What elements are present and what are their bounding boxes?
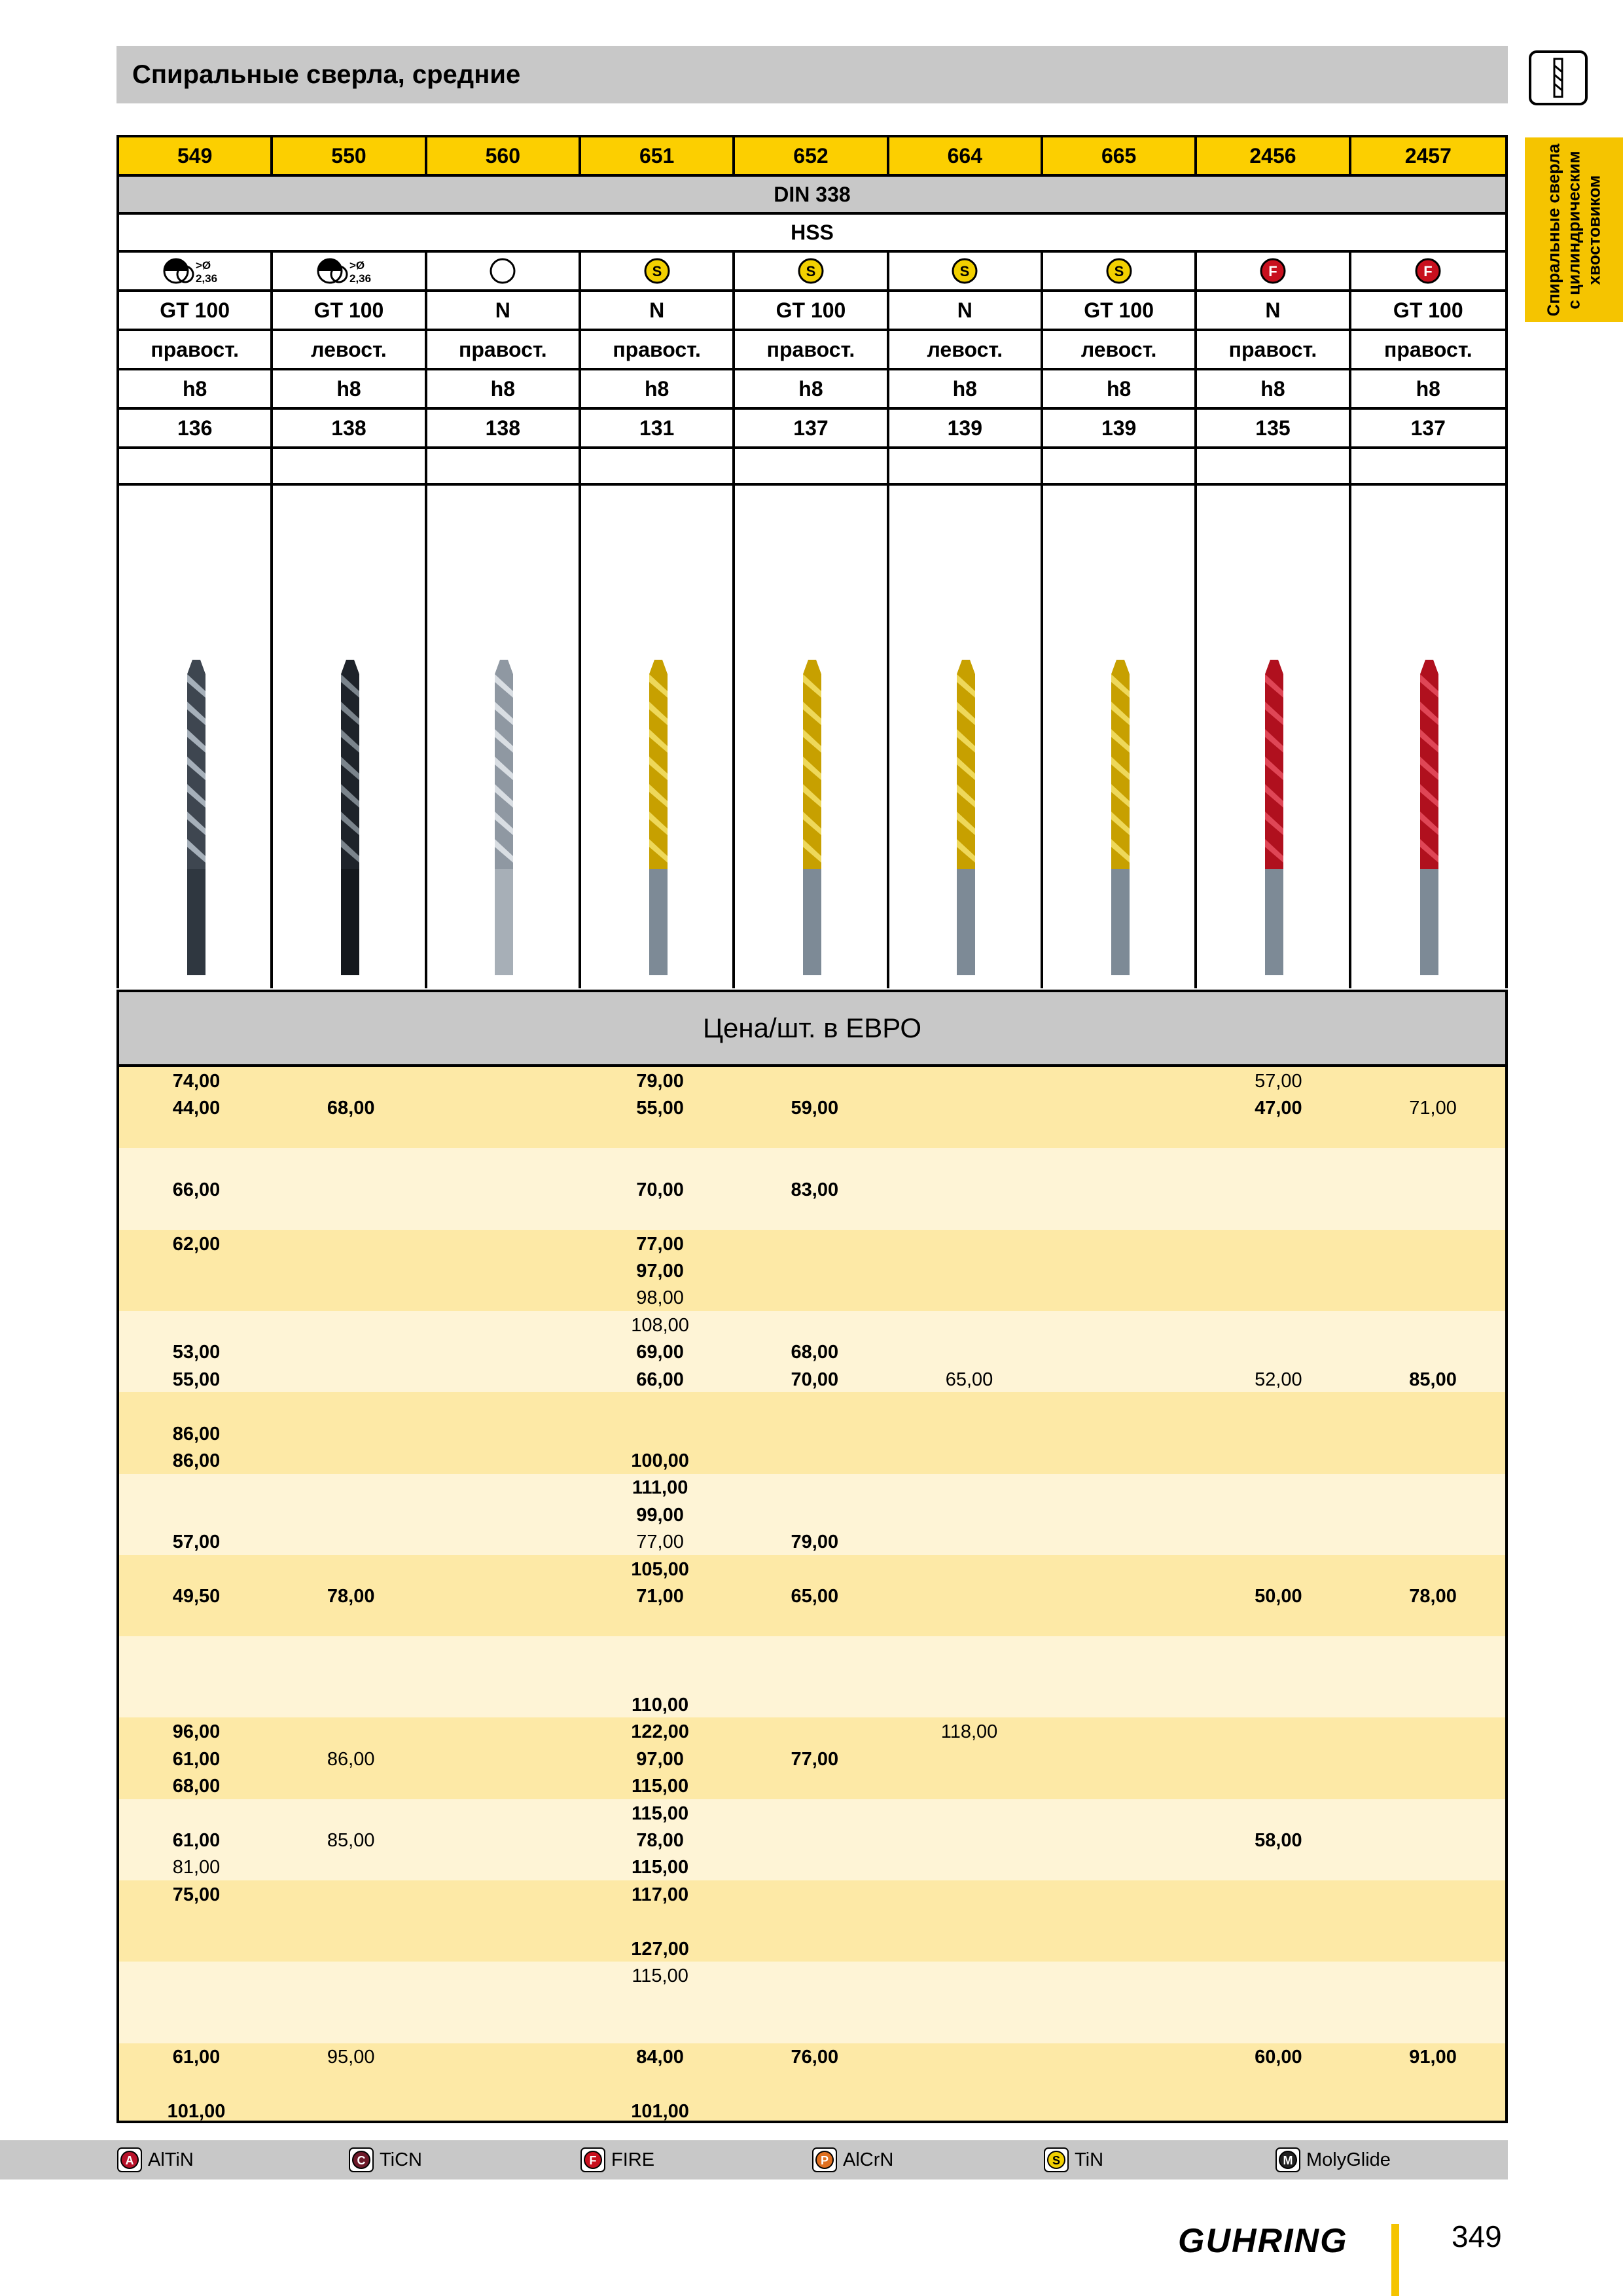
price-cell: 85,00	[1409, 1369, 1457, 1390]
drill-symbol-icon	[1528, 50, 1588, 106]
tolerance-row	[116, 368, 1508, 407]
spec-table	[116, 135, 1508, 988]
blank-row	[116, 446, 1508, 483]
tolerance-cell: h8	[119, 370, 273, 407]
price-cell: 65,00	[945, 1369, 993, 1390]
price-row	[119, 1068, 1505, 1095]
tin-coating-icon	[1043, 253, 1197, 289]
blank-cell	[273, 449, 427, 483]
price-row	[119, 1990, 1505, 2017]
price-cell: 61,00	[172, 1830, 221, 1852]
price-cell: 118,00	[940, 1721, 998, 1743]
svg-text:C: C	[357, 2154, 366, 2167]
price-row	[119, 1502, 1505, 1529]
price-row	[119, 1421, 1505, 1448]
price-cell: 68,00	[327, 1098, 375, 1119]
article-number-row	[116, 135, 1508, 174]
drill-image	[1043, 486, 1197, 988]
svg-text:S: S	[1114, 263, 1124, 279]
tolerance-cell: h8	[1043, 370, 1197, 407]
price-cell: 74,00	[172, 1071, 221, 1092]
price-row	[119, 2098, 1505, 2123]
price-cell: 52,00	[1255, 1369, 1302, 1390]
price-row	[119, 2072, 1505, 2098]
page-ref-cell: 138	[273, 410, 427, 446]
price-cell: 86,00	[172, 1450, 221, 1472]
price-cell: 86,00	[327, 1748, 375, 1770]
svg-text:S: S	[959, 263, 970, 279]
price-cell: 59,00	[791, 1098, 839, 1119]
price-row	[119, 2017, 1505, 2044]
price-row	[119, 1448, 1505, 1475]
price-cell: 101,00	[167, 2101, 226, 2123]
price-row	[119, 1854, 1505, 1881]
tolerance-cell: h8	[889, 370, 1043, 407]
svg-text:M: M	[1283, 2154, 1293, 2167]
price-cell: 68,00	[791, 1342, 839, 1363]
half-coated-icon	[273, 253, 427, 289]
drill-image	[581, 486, 735, 988]
svg-text:2,36: 2,36	[195, 272, 217, 285]
material-row: HSS	[116, 212, 1508, 250]
half-coated-icon	[119, 253, 273, 289]
price-cell: 86,00	[172, 1423, 221, 1444]
price-row	[119, 1393, 1505, 1420]
tin-coating-icon	[581, 253, 735, 289]
page-ref-cell: 137	[1410, 416, 1446, 440]
grade-cell: GT 100	[119, 292, 273, 329]
direction-cell: правост.	[1197, 331, 1351, 368]
price-cell: 79,00	[791, 1532, 839, 1553]
price-cell: 47,00	[1255, 1098, 1302, 1119]
blank-cell	[1043, 449, 1197, 483]
footer-accent-bar	[1391, 2224, 1399, 2296]
grade-cell: GT 100	[735, 292, 889, 329]
price-cell: 77,00	[636, 1532, 684, 1553]
price-row	[119, 1149, 1505, 1176]
price-cell: 62,00	[172, 1233, 221, 1255]
standard-row: DIN 338	[116, 174, 1508, 212]
price-cell: 55,00	[172, 1369, 221, 1390]
legend-label: TiN	[1075, 2149, 1104, 2170]
drill-image	[889, 486, 1043, 988]
price-row	[119, 1367, 1505, 1393]
price-cell: 66,00	[172, 1179, 221, 1200]
price-cell: 57,00	[1255, 1071, 1302, 1092]
price-row	[119, 1475, 1505, 1501]
direction-cell: правост.	[119, 331, 273, 368]
blank-cell	[735, 449, 889, 483]
price-row	[119, 1122, 1505, 1149]
tolerance-cell: h8	[273, 370, 427, 407]
article-number: 560	[427, 137, 581, 174]
price-cell: 57,00	[172, 1532, 221, 1553]
coating-legend	[0, 2140, 1508, 2179]
tin-coating-icon	[889, 253, 1043, 289]
drill-image-row	[116, 483, 1508, 988]
tolerance-cell: h8	[735, 370, 889, 407]
legend-label: AlTiN	[148, 2149, 194, 2170]
page-ref-cell: 138	[427, 410, 581, 446]
svg-text:S: S	[1052, 2154, 1061, 2167]
price-cell: 115,00	[632, 1776, 689, 1797]
uncoated-icon	[427, 253, 581, 289]
price-cell: 108,00	[631, 1314, 689, 1336]
price-cell: 61,00	[172, 1748, 221, 1770]
grade-cell: GT 100	[1043, 292, 1197, 329]
price-row	[119, 2044, 1505, 2071]
price-cell: 84,00	[636, 2047, 684, 2068]
price-row	[119, 1177, 1505, 1204]
svg-text:F: F	[1423, 263, 1433, 279]
legend-label: AlCrN	[843, 2149, 894, 2170]
grade-row	[116, 289, 1508, 329]
legend-item	[1043, 2140, 1103, 2179]
price-cell: 68,00	[172, 1776, 221, 1797]
legend-item	[1275, 2140, 1391, 2179]
tin-coating-icon	[735, 253, 889, 289]
price-cell: 91,00	[1409, 2047, 1457, 2068]
grade-cell: GT 100	[1393, 298, 1463, 322]
price-cell: 66,00	[636, 1369, 684, 1390]
grade-cell: N	[581, 292, 735, 329]
price-cell: 115,00	[632, 1965, 688, 1987]
page-number: 349	[1452, 2219, 1502, 2253]
svg-text:S: S	[652, 263, 662, 279]
page-ref-cell: 135	[1197, 410, 1351, 446]
price-row	[119, 1801, 1505, 1827]
grade-cell: N	[1197, 292, 1351, 329]
price-row	[119, 1611, 1505, 1638]
blank-cell	[1351, 449, 1505, 483]
blank-cell	[581, 449, 735, 483]
price-row	[119, 1529, 1505, 1556]
blank-cell	[427, 449, 581, 483]
page-ref-cell: 136	[119, 410, 273, 446]
grade-cell: N	[427, 292, 581, 329]
price-cell: 115,00	[632, 1803, 689, 1824]
direction-cell: левост.	[1043, 331, 1197, 368]
legend-label: FIRE	[611, 2149, 655, 2170]
coating-ticn-icon	[348, 2147, 374, 2173]
price-row	[119, 1556, 1505, 1583]
price-cell: 81,00	[172, 1857, 221, 1878]
side-tab-label: Спиральные сверла с цилиндрическим хвостовиком	[1543, 143, 1604, 316]
price-row	[119, 1882, 1505, 1909]
price-cell: 60,00	[1255, 2047, 1302, 2068]
article-number: 2456	[1197, 137, 1351, 174]
drill-image	[119, 486, 273, 988]
price-row	[119, 1258, 1505, 1285]
svg-text:P: P	[820, 2154, 829, 2167]
coating-tin-icon	[1043, 2147, 1069, 2173]
drill-image	[427, 486, 581, 988]
direction-cell: левост.	[273, 331, 427, 368]
coating-molyglide-icon	[1275, 2147, 1301, 2173]
price-row	[119, 1312, 1505, 1339]
tolerance-cell: h8	[427, 370, 581, 407]
price-cell: 69,00	[636, 1342, 684, 1363]
price-cell: 115,00	[632, 1857, 689, 1878]
price-row	[119, 1339, 1505, 1366]
drill-image	[1351, 486, 1505, 988]
price-cell: 53,00	[172, 1342, 221, 1363]
page-title: Спиральные сверла, средние	[132, 60, 521, 89]
price-cell: 71,00	[1409, 1098, 1457, 1119]
article-number: 652	[735, 137, 889, 174]
price-cell: 97,00	[636, 1748, 684, 1770]
svg-text:F: F	[1268, 263, 1277, 279]
direction-cell: правост.	[735, 331, 889, 368]
article-number: 549	[119, 137, 273, 174]
page-ref-cell: 137	[735, 410, 889, 446]
page-ref-cell: 131	[581, 410, 735, 446]
page-ref-row	[116, 407, 1508, 446]
legend-label: MolyGlide	[1306, 2149, 1391, 2170]
price-cell: 55,00	[636, 1098, 684, 1119]
price-cell: 95,00	[327, 2047, 375, 2068]
coating-fire-icon	[580, 2147, 606, 2173]
price-cell: 44,00	[172, 1098, 221, 1119]
svg-text:>Ø: >Ø	[349, 259, 365, 272]
price-row	[119, 1231, 1505, 1258]
direction-cell: правост.	[1383, 337, 1472, 361]
fire-coating-icon	[1351, 253, 1505, 289]
price-row	[119, 1963, 1505, 1990]
direction-cell: левост.	[889, 331, 1043, 368]
price-cell: 77,00	[791, 1748, 839, 1770]
price-cell: 127,00	[631, 1938, 689, 1960]
price-cell: 78,00	[1409, 1586, 1457, 1607]
price-cell: 50,00	[1255, 1586, 1302, 1607]
price-table	[116, 1067, 1508, 2123]
price-cell: 98,00	[636, 1287, 684, 1309]
price-row	[119, 1285, 1505, 1312]
tolerance-cell: h8	[1416, 376, 1440, 401]
price-row	[119, 1638, 1505, 1664]
article-number: 2457	[1404, 143, 1452, 168]
coating-symbol-row	[116, 250, 1508, 289]
coating-altin-icon	[116, 2147, 143, 2173]
price-row	[119, 1827, 1505, 1854]
legend-item	[116, 2140, 194, 2179]
price-cell: 58,00	[1255, 1830, 1302, 1852]
price-cell: 97,00	[636, 1261, 684, 1282]
svg-text:2,36: 2,36	[349, 272, 372, 285]
price-cell: 70,00	[636, 1179, 684, 1200]
title-bar	[116, 46, 1508, 103]
price-row	[119, 1909, 1505, 1935]
article-number: 550	[273, 137, 427, 174]
page-ref-cell: 139	[889, 410, 1043, 446]
price-cell: 61,00	[172, 2047, 221, 2068]
article-number: 664	[889, 137, 1043, 174]
blank-cell	[1197, 449, 1351, 483]
blank-cell	[119, 449, 273, 483]
direction-row	[116, 329, 1508, 368]
article-number: 651	[581, 137, 735, 174]
tolerance-cell: h8	[581, 370, 735, 407]
fire-coating-icon	[1197, 253, 1351, 289]
direction-cell: правост.	[581, 331, 735, 368]
price-cell: 85,00	[327, 1830, 375, 1852]
price-cell: 117,00	[632, 1884, 689, 1905]
svg-text:S: S	[806, 263, 816, 279]
svg-text:F: F	[589, 2154, 597, 2167]
price-row	[119, 1583, 1505, 1610]
price-cell: 96,00	[172, 1721, 221, 1743]
price-cell: 101,00	[631, 2101, 689, 2123]
legend-item	[580, 2140, 654, 2179]
grade-cell: N	[889, 292, 1043, 329]
svg-text:A: A	[125, 2154, 134, 2167]
article-number: 665	[1043, 137, 1197, 174]
price-row	[119, 1936, 1505, 1963]
price-cell: 78,00	[636, 1830, 684, 1852]
price-row	[119, 1719, 1505, 1746]
price-cell: 76,00	[791, 2047, 839, 2068]
price-cell: 78,00	[327, 1586, 375, 1607]
price-row	[119, 1773, 1505, 1800]
price-cell: 99,00	[636, 1504, 684, 1526]
price-cell: 77,00	[636, 1233, 684, 1255]
svg-text:>Ø: >Ø	[195, 259, 211, 272]
price-row	[119, 1204, 1505, 1230]
guhring-logo: GUHRING	[1178, 2222, 1348, 2260]
price-cell: 75,00	[172, 1884, 221, 1905]
price-cell: 49,50	[172, 1586, 221, 1607]
page-ref-cell: 139	[1043, 410, 1197, 446]
price-cell: 83,00	[791, 1179, 839, 1200]
price-cell: 110,00	[632, 1694, 689, 1715]
legend-item	[812, 2140, 893, 2179]
drill-image	[273, 486, 427, 988]
price-cell: 79,00	[636, 1071, 684, 1092]
price-cell: 122,00	[631, 1721, 689, 1743]
legend-label: TiCN	[380, 2149, 422, 2170]
price-row	[119, 1095, 1505, 1122]
price-cell: 100,00	[631, 1450, 689, 1472]
side-tab[interactable]	[1525, 137, 1623, 322]
grade-cell: GT 100	[273, 292, 427, 329]
price-row	[119, 1664, 1505, 1691]
direction-cell: правост.	[427, 331, 581, 368]
price-row	[119, 1692, 1505, 1719]
legend-item	[348, 2140, 422, 2179]
price-row	[119, 1746, 1505, 1773]
tolerance-cell: h8	[1197, 370, 1351, 407]
drill-image	[1197, 486, 1351, 988]
price-cell: 105,00	[631, 1558, 689, 1580]
price-cell: 71,00	[636, 1586, 684, 1607]
price-header: Цена/шт. в ЕВРО	[116, 990, 1508, 1067]
coating-alcrn-icon	[812, 2147, 838, 2173]
price-cell: 111,00	[632, 1477, 688, 1499]
price-cell: 70,00	[791, 1369, 839, 1390]
price-cell: 65,00	[791, 1586, 839, 1607]
blank-cell	[889, 449, 1043, 483]
drill-image	[735, 486, 889, 988]
